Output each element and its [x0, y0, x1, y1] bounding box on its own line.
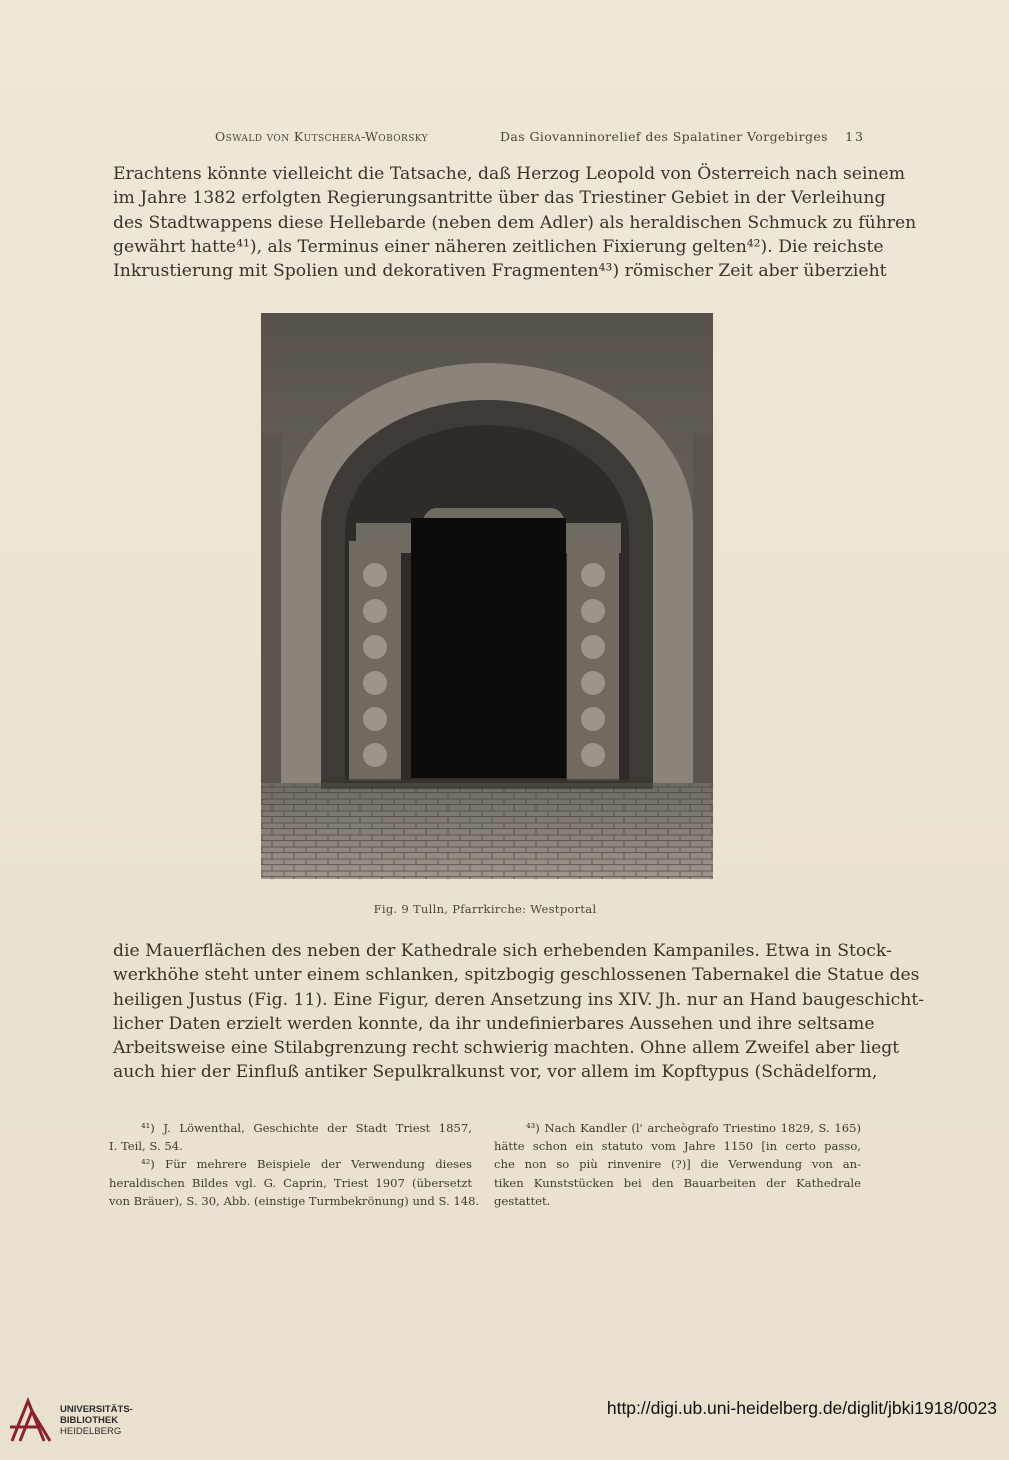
figure-photograph-portal	[261, 313, 713, 879]
text-line: heiligen Justus (Fig. 11). Eine Figur, deren Ansetzung ins XIV. Jh. nur an Hand baugeschicht-	[113, 989, 925, 1010]
footnote-line: tiken Kunststücken bei den Bauarbeiten der Kathedrale	[494, 1175, 861, 1190]
source-url-link[interactable]: http://digi.ub.uni-heidelberg.de/diglit/jbki1918/0023	[606, 1398, 997, 1418]
text-line: werkhöhe steht unter einem schlanken, spitzbogig geschlossenen Tabernakel die Statue des	[113, 965, 920, 986]
footnote-line: che non so più rinvenire (?)] die Verwendung von an-	[494, 1157, 861, 1172]
library-name-line: HEIDELBERG	[60, 1426, 122, 1437]
footnote-line: heraldischen Bildes vgl. G. Caprin, Triest 1907 (übersetzt	[109, 1175, 472, 1190]
footnote-line: ⁴³) Nach Kandler (l' archeògrafo Triestino 1829, S. 165)	[526, 1121, 861, 1135]
text-line: Erachtens könnte vielleicht die Tatsache, daß Herzog Leopold von Österreich nach seinem	[113, 164, 905, 184]
library-name	[60, 1404, 133, 1437]
text-line: licher Daten erzielt werden konnte, da ihr undefinierbares Aussehen und ihre seltsame	[113, 1013, 875, 1034]
footnotes-right-column	[494, 1119, 861, 1210]
text-line: des Stadtwappens diese Hellebarde (neben dem Adler) als heraldischen Schmuck zu führen	[113, 212, 917, 233]
text-line: gewährt hatte⁴¹), als Terminus einer näheren zeitlichen Fixierung gelten⁴²). Die reichste	[113, 236, 884, 257]
running-head-title: Das Giovanninorelief des Spalatiner Vorgebirges	[500, 129, 828, 144]
text-line: Arbeitsweise eine Stilabgrenzung recht schwierig machten. Ohne allem Zweifel aber liegt	[113, 1038, 900, 1059]
text-line: im Jahre 1382 erfolgten Regierungsantritte über das Triestiner Gebiet in der Verleihung	[113, 188, 886, 209]
footnote-line: ⁴²) Für mehrere Beispiele der Verwendung dieses	[141, 1157, 472, 1172]
running-head-author: Oswald von Kutschera-Woborsky	[215, 129, 429, 144]
footnote-line: von Bräuer), S. 30, Abb. (einstige Turmbekrönung) und S. 148.	[109, 1193, 480, 1208]
text-line: Inkrustierung mit Spolien und dekorativen Fragmenten⁴³) römischer Zeit aber überzieht	[113, 261, 887, 282]
body-paragraph-top	[113, 162, 917, 283]
footnote-line: hätte schon ein statuto vom Jahre 1150 [in certo passo,	[494, 1139, 861, 1154]
body-paragraph-bottom	[113, 939, 925, 1085]
footnotes-left-column	[109, 1119, 480, 1210]
footnote-line: ⁴¹) J. Löwenthal, Geschichte der Stadt Triest 1857,	[141, 1121, 472, 1135]
library-logo-icon	[8, 1397, 54, 1445]
footnote-line: gestattet.	[494, 1193, 551, 1208]
library-name-line: BIBLIOTHEK	[60, 1415, 119, 1426]
text-line: auch hier der Einfluß antiker Sepulkralkunst vor, vor allem im Kopftypus (Schädelform,	[113, 1062, 878, 1083]
footnote-line: I. Teil, S. 54.	[109, 1139, 183, 1154]
text-line: die Mauerflächen des neben der Kathedrale sich erhebenden Kampaniles. Etwa in Stock-	[113, 941, 892, 961]
library-name-line: UNIVERSITÄTS-	[60, 1404, 133, 1415]
portal-photo-illustration	[261, 313, 713, 879]
page-number: 13	[845, 129, 865, 144]
figure-caption: Fig. 9 Tulln, Pfarrkirche: Westportal	[373, 902, 597, 916]
